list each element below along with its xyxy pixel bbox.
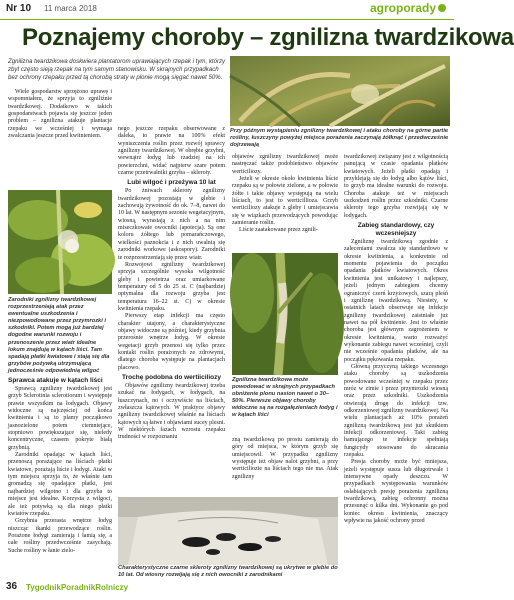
paragraph: Główną przyczyną takiego wczesnego ataku choroby są uszkodzenia powodowane wcześniej w rzepaku przez mróz w zimie i przez przymrozki wiosną oraz przez szkodniki. Uszkodzenia otwierają drogę do infekcji tzw. odkorzeniowej zgnilizny twardzikowej. Na wielu plantacjach aż 10% porażeń zgnilizną twardzikową jest już skutkiem infekcji odkorzeniowej. Taki zabieg hamującego te infekcje spełniają fungicydy stosowane do skracania rzepaku. [344,363,448,459]
section-heading: Trochę podobna do wertiiciliozy [122,374,221,381]
section-heading: Sprawca atakuje w kątach liści [8,377,103,384]
photo-seed-pods [230,56,450,126]
paragraph: Pierwszy etap infekcji ma często charakter utajony, a charakterystyczne objawy widoczne są później, kiedy grzybnia przerośnie wnętrze łodyg. W okresie wegetacji grzyb przenosi się tylko przez kontakt roślin porażonych ze zdrowymi, dlatego choroba występuje na plantacjach placowo. [118,313,225,371]
column-1-lower [8,375,112,575]
page-header [0,0,454,20]
paragraph: Wiele gospodarstw sprzężono uprawę i wspomniałem, że sprzyja to zgniliźnie twardzikowej. Dodatkowo w takich gospodarstwach pojawia się jeszcze jeden problem – zgnilizna atakuje plantacje rzepaku we wcześniej i wymaga zwalczania jeszcze przed kwitnieniem. [8,89,112,140]
paragraph: Jeżeli w okresie około kwitnienia liście rzepaku są w połowie zielone, a w połowie żółte i takie objawy występują na wielu liściach, to jest to werticillioza. Grzyb werticiliozy atakuje z gleby i umiejscawia się w wiązkach przewodzących powodując zamieranie roślin. [232,176,338,227]
article-title: Poznajemy choroby – zgnilizna twardzikowa [22,24,514,51]
footer-brand [26,583,128,592]
paragraph: Zarodniki opadając w kątach liści, przenoszą porażające na liściach płatki kwiatowe, porażają liście i łodygi. Ataki w tym miejscu sprzyja to, że właśnie tam gromadzą się opadające płatki, jest najbardziej wilgotno i dla grzyba to miejsce jest idealne. Korzysta z wilgoci, ale też potywką są dla niego płatki kwiatów rzepaku. [8,452,112,517]
section-heading: Lubi wilgoć i przeżywa 10 lat [127,179,216,187]
column-3-lower [232,437,338,495]
paragraph: Objawów zgnilizny twardzikowej trzeba szukać na łodygach, w łodygach, na łuszczynach, no i oczywiście na liściach, zwłaszcza kątowych. W praktyce objawy zgnilizny twardzikowej właśnie na liściach kątowych są łatwe i objawiami sucey plesni. W niektórych fazach wzrostu rzepaku trudności w rozpoznaniu [118,383,225,441]
paragraph: Presja choroby może być mniejsza, jeżeli występuje susza lub długotrwale i intensywne opady deszczu. W przypadkach występowania warunków osłabiających presję porażenia zgnilizną twardzikową, zabieg ochronny można przesunąć o kilka dni. Wykonanie go pod koniec okresu kwitnienia, znaczący wpływie na jakość ochrony przed [344,459,448,525]
photo-infected-leaves [8,190,112,294]
paragraph: Rozwojowi zgnilizny twardzikowej sprzyja szczególnie wysoka wilgotność gleby i powietrza oraz umiarkowane temperatury od 5 do 25 st. C (najbardziej optymalna dla rozwoju grzyba jest temperatura 16–22 st. C) w okresie kwitnienia rzepaku. [118,261,225,312]
photo-stem-lesion [232,253,338,375]
column-4 [344,154,448,576]
paragraph: Zgniliznę twardzikową zgodnie z zaleceniami zwalcza się standardowo w okresie kwitnienia, a konkretnie od momentu pojawienia do początku opadania płatków kwiatowych. Okres kwitnienia jest unikatowy i najlepszy, jeżeli jednym zabiegiem chcemy ograniczyć czerń krzyżowych, szarą pleśń i zgniliznę twardzikową. Niestety, w ostatnich latach obserwuje się infekcje zgnilizny twardzikowej zaistniałe już nawet na pół kwitnienie. Jest to właśnie choroba jest głównym zagrożeniem w okresie kwitnienia, warto rozważyć wykonanie zabiegu nawet wcześniej, czyli nie wcześnie opadania płatków, ale na początku pękowania rzepaku. [344,239,448,363]
brand-logo: agroporady [370,1,446,15]
paragraph: nego jeszcze rzepaku obserwowane z daleka, to prawie na 100% efekt wyniszczenia roślin przez rozwój sprawcy zgnilizny twardzikowej. W obrębie grzybni, wewnątrz łodyg lub rzadziej na ich powierzchni, widać najpierw szare potem czarne przetrwalniki grzyba – skleroty. [118,126,225,177]
footer-brand-text: TygodnikPoradnikRolniczy [26,583,129,592]
photo-caption-leaves: Zarodniki zgnilizny twardzikowej rozprzestrzeniają atak przez ewentualne uszkodzenia i niezpowodowane przez przymrozki i szkodniki. Potem mogą już bardziej dogodne warunki rozwoju i przenoszenie przez wiatr idealne lokum znajdują w kątach liści. Tam spadają płatki kwiatowe i stają się dla grzybów pożywką utrzymującą jednocześnie odpowiednią wilgoć [8,297,110,374]
issue-number: Nr 10 [6,3,32,14]
photo-caption-sclerotia: Charakterystyczne czarne skleroty zgnilizny twardzikowej są ukrytwe w glebie do 10 lat. Od wiosny rozwijają się z nich owocniki z zarodnikami [118,565,338,579]
brand-dot-icon [438,4,446,12]
article-lead: Zgnilizna twardzikowa doskwiera plantatorom uprawiających rzepak i tym, którzy zbyt często sieją rzepak na tym samym stanowisku. W skrajnych przypadkach bez ochrony rzepaku przed tą chorobą straty w plonie mogą sięgać nawet 50%. [8,58,226,82]
paragraph: Grzybnia przerasta wnętrze łodyg niszcząc tkanki przewodzące roślin. Porażone łodygi zamierają i łamią się, a całe rośliny przedwcześnie zasychają. Suche rośliny w łanie zielo- [8,518,112,554]
paragraph: Sprawcą zgnilizny twardzikowej jest grzyb Sclerotinia sclerotiorum i występuje prawie wszystkim na łodygach. Objawy widoczne są najczęściej od końca kwitnienia i są to plamy początkowo jasnozielone potem ciemniejące, stopniowo powiększające się, nieledy koncentryczne, czasem pokryte białą grzybnią. [8,386,112,451]
photo-sclerotia [118,497,338,565]
issue-date: 11 marca 2018 [44,4,97,13]
photo-caption-stem: Zgnilizna twardzikowa może powodować w skrajnych przypadkach obniżenie plonu nasion nawet o 30–50%. Pierwsze objawy choroby widoczne są na rozgałęzieniach łodyg i w kątach liści [232,377,338,419]
photo-caption-pods: Przy późnym wystąpieniu zgnilizny twardzikowej i ataku choroby na górne partie rośliny, łuszczyny powyżej miejsca porażenia zaczynają żółknąć i przedwcześnie dojrzewają [230,128,449,149]
paragraph: zną twardzikową po prostu zamierają do góry od miejsca, w którym grzyb się umiejscowił. W przypadku zgnilizny występuje też objaw nalot grzybni, a przy werticiliozie na liściach tego nie ma. Atak zgnilizny [232,437,338,480]
paragraph: Liście zaatakowane przez zgnili- [239,227,318,234]
section-heading: Zabieg standardowy, czy wczesniejszy [357,222,435,238]
paragraph: Po żniwach skleroty zgnilizny twardzikowej pozostają w glebie i zachowują żywotność do ok. 7–8, nawet do 10 lat. W następnym sezonie wegetacyjnym, wiosną, wyrastają z nich a na nim miseczkowate owocniki (apotecja). Są one koloru żółtego lub pomarańczowego, wielkości paznokcia i z nich uwalnią się zarodniki workowe (askospory). Zarodniki te rozprzestrzeniają się przez wiatr. [118,188,225,261]
column-2 [118,126,225,496]
paragraph: objawów zgnilizny twardzikowej może nastręczać także podobieństwo objawów werticiliozy. [232,154,338,175]
page-number: 36 [6,581,18,592]
column-3 [232,154,338,252]
paragraph: twardzikowej związany jest z wilgotnością panującą w czasie opadania płatków kwiatowych. Jeżeli płatki opadają i przyklejają się do łodyg albo kątów liści, to grzyb ma idealne warunki do rozwoju. Choroba atakuje też w miejscach uszkodzeń roślin przez szkodniki. Czarne skleroty tego grzyba rozwijają się w łodygach. [344,154,448,219]
